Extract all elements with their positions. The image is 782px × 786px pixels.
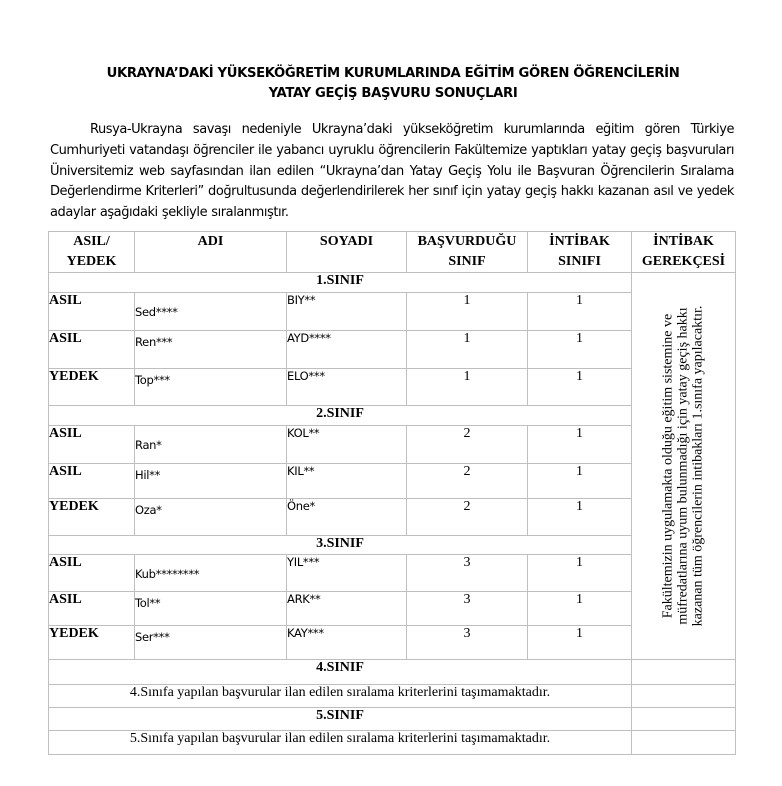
empty-cell <box>632 731 736 755</box>
applied-class-cell: 3 <box>407 626 528 660</box>
intro-paragraph: Rusya-Ukrayna savaşı nedeniyle Ukrayna’daki yükseköğretim kurumlarında eğitim gören Türkiye Cumhuriyeti vatandaşı öğrenciler ile yabancı uyruklu öğrencilerin Fakültemize yaptıkları yatay geçiş başvuruları Üniversitemiz web sayfasından ilan edilen “Ukrayna’dan Yatay Geçiş Yolu ile Başvuran Öğrencilerin Sıralama Değerlendirme Kriterleri” doğrultusunda değerlendirilerek her sınıf için yatay geçiş hakkı kazanan asıl ve yedek adaylar aşağıdaki şekliyle sıralanmıştır. <box>50 122 734 221</box>
placement-class-cell: 1 <box>528 592 632 626</box>
applied-class-cell: 2 <box>407 464 528 499</box>
placement-class-cell: 1 <box>528 499 632 536</box>
applied-class-cell: 1 <box>407 293 528 331</box>
surname-cell: Öne* <box>287 499 407 536</box>
applied-class-cell: 1 <box>407 369 528 406</box>
status-cell: ASIL <box>49 592 135 626</box>
status-cell: ASIL <box>49 426 135 464</box>
status-cell: YEDEK <box>49 369 135 406</box>
applied-class-cell: 3 <box>407 555 528 592</box>
title-line-1: UKRAYNA’DAKİ YÜKSEKÖĞRETİM KURUMLARINDA EĞİTİM GÖREN ÖĞRENCİLERİN <box>106 66 680 81</box>
document-title <box>40 64 746 104</box>
section-label: 5.SINIF <box>49 708 632 731</box>
note-row <box>49 685 736 708</box>
status-cell: ASIL <box>49 555 135 592</box>
placement-class-cell: 1 <box>528 369 632 406</box>
section-label: 1.SINIF <box>49 273 632 293</box>
name-cell: Sed**** <box>135 293 287 331</box>
surname-cell: KIL** <box>287 464 407 499</box>
results-table <box>48 231 736 755</box>
section-label: 3.SINIF <box>49 536 632 555</box>
header-applied-class: BAŞVURDUĞU SINIF <box>407 232 528 273</box>
name-cell: Ser*** <box>135 626 287 660</box>
name-cell: Ren*** <box>135 331 287 369</box>
surname-cell: BIY** <box>287 293 407 331</box>
surname-cell: YIL*** <box>287 555 407 592</box>
status-cell: YEDEK <box>49 626 135 660</box>
placement-reason-text: Fakültemizin uygulamakta olduğu eğitim sistemine ve müfredatlarına uyum bulunmadığı için yatay geçiş hakkı kazanan tüm öğrencilerin intibakları 1.sınıfa yapılacaktır. <box>660 305 706 626</box>
placement-class-cell: 1 <box>528 426 632 464</box>
placement-class-cell: 1 <box>528 293 632 331</box>
section-row <box>49 273 736 293</box>
surname-cell: KAY*** <box>287 626 407 660</box>
header-row <box>49 232 736 273</box>
empty-cell <box>632 685 736 708</box>
placement-class-cell: 1 <box>528 626 632 660</box>
status-cell: ASIL <box>49 293 135 331</box>
header-status: ASIL/ YEDEK <box>49 232 135 273</box>
surname-cell: ARK** <box>287 592 407 626</box>
applied-class-cell: 2 <box>407 426 528 464</box>
name-cell: Hil** <box>135 464 287 499</box>
section-note: 5.Sınıfa yapılan başvurular ilan edilen sıralama kriterlerini taşımamaktadır. <box>49 731 632 755</box>
status-cell: YEDEK <box>49 499 135 536</box>
name-cell: Tol** <box>135 592 287 626</box>
status-cell: ASIL <box>49 331 135 369</box>
name-cell: Ran* <box>135 426 287 464</box>
name-cell: Kub******** <box>135 555 287 592</box>
placement-class-cell: 1 <box>528 555 632 592</box>
header-name: ADI <box>135 232 287 273</box>
note-row <box>49 731 736 755</box>
empty-cell <box>632 660 736 685</box>
surname-cell: AYD**** <box>287 331 407 369</box>
section-label: 2.SINIF <box>49 406 632 426</box>
title-line-2: YATAY GEÇİŞ BAŞVURU SONUÇLARI <box>268 86 518 101</box>
placement-reason-cell <box>632 273 736 660</box>
placement-class-cell: 1 <box>528 464 632 499</box>
header-placement-class: İNTİBAK SINIFI <box>528 232 632 273</box>
status-cell: ASIL <box>49 464 135 499</box>
applied-class-cell: 2 <box>407 499 528 536</box>
section-row <box>49 660 736 685</box>
name-cell: Top*** <box>135 369 287 406</box>
placement-class-cell: 1 <box>528 331 632 369</box>
surname-cell: KOL** <box>287 426 407 464</box>
section-label: 4.SINIF <box>49 660 632 685</box>
empty-cell <box>632 708 736 731</box>
surname-cell: ELO*** <box>287 369 407 406</box>
applied-class-cell: 1 <box>407 331 528 369</box>
name-cell: Oza* <box>135 499 287 536</box>
applied-class-cell: 3 <box>407 592 528 626</box>
section-row <box>49 708 736 731</box>
header-surname: SOYADI <box>287 232 407 273</box>
header-placement-reason: İNTİBAK GEREKÇESİ <box>632 232 736 273</box>
section-note: 4.Sınıfa yapılan başvurular ilan edilen sıralama kriterlerini taşımamaktadır. <box>49 685 632 708</box>
